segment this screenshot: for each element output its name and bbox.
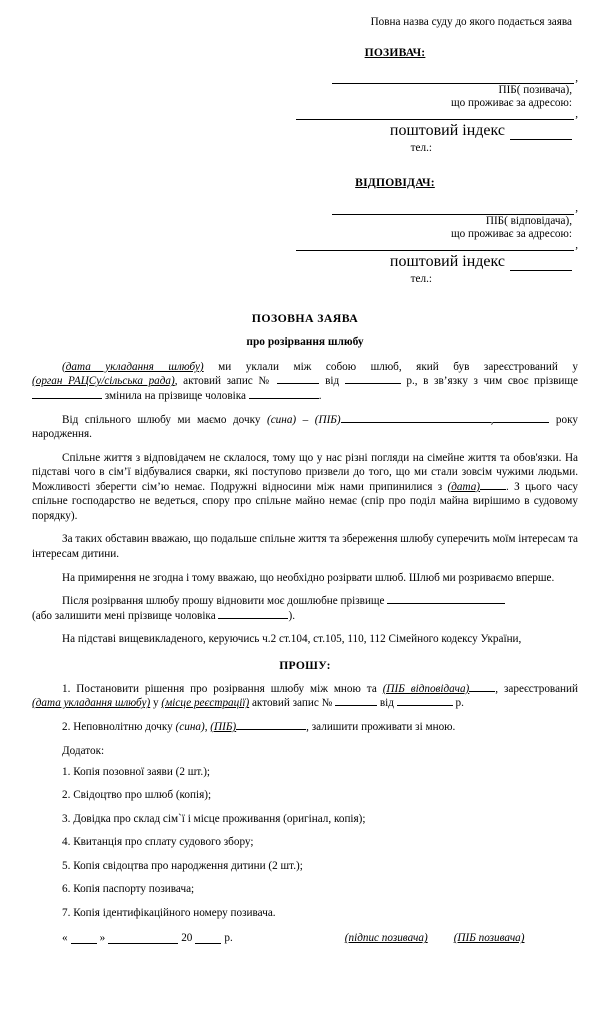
- prayer1-seg5: від: [377, 697, 397, 710]
- signer-name-caption[interactable]: (ПІБ позивача): [453, 932, 525, 945]
- document-title: ПОЗОВНА ЗАЯВА: [251, 310, 359, 325]
- p2-seg3: ,: [490, 413, 494, 426]
- year-blank[interactable]: [195, 934, 221, 944]
- p1-seg5: змінила на прізвище чоловіка: [102, 389, 249, 402]
- prayer2-seg1: 2. Неповнолітню дочку: [62, 720, 176, 733]
- plaintiff-address-caption: що проживає за адресою:: [450, 97, 572, 110]
- prayer2-seg2: ,: [204, 720, 211, 733]
- list-item: 7. Копія ідентифікаційного номеру позивача.: [62, 906, 276, 919]
- plaintiff-postal-row: [32, 122, 578, 140]
- p2-seg2: –: [296, 413, 315, 426]
- month-blank[interactable]: [108, 934, 178, 944]
- day-blank[interactable]: [71, 934, 97, 944]
- defendant-postal-caption: поштовий індекс: [389, 252, 505, 270]
- separation-date-blank[interactable]: [480, 480, 506, 490]
- prayer1-defendant-blank[interactable]: [469, 682, 495, 692]
- plaintiff-address-rule-row: [32, 109, 578, 120]
- prayer1-record-date-blank[interactable]: [397, 696, 453, 706]
- signature-captions: [345, 932, 525, 944]
- plaintiff-phone-caption: тел.:: [410, 142, 432, 155]
- paragraph-interests: За таких обставин вважаю, що подальше спільне життя та збереження шлюбу суперечить моїм інтересам та інтересам дитини.: [32, 533, 578, 560]
- child-birth-year-blank[interactable]: [493, 413, 549, 423]
- plaintiff-postal-caption: поштовий індекс: [389, 122, 505, 140]
- keep-surname-blank[interactable]: [218, 609, 288, 619]
- placeholder-registration-place[interactable]: (місце реєстрації): [161, 697, 250, 710]
- p1-seg2: , актовий запис №: [174, 375, 278, 388]
- p2-seg4: року народження.: [32, 413, 578, 441]
- annex-title: Додаток:: [62, 744, 105, 757]
- plaintiff-address-blank[interactable]: [296, 109, 574, 120]
- defendant-address-blank[interactable]: [296, 240, 574, 251]
- prayer1-seg1: 1. Постановити рішення про розірвання шлюбу між мною та: [62, 682, 383, 695]
- prayer1-record-number-blank[interactable]: [335, 696, 377, 706]
- placeholder-marriage-date[interactable]: (дата укладання шлюбу): [62, 360, 204, 373]
- list-item: 1. Копія позовної заяви (2 шт.);: [62, 765, 211, 778]
- plaintiff-name-comma: ,: [575, 72, 578, 84]
- list-item: 4. Квитанція про сплату судового збору;: [62, 836, 254, 849]
- paragraph-relationship-breakdown: [32, 451, 578, 524]
- list-item: 6. Копія паспорту позивача;: [62, 883, 195, 896]
- defendant-address-rule-row: [32, 240, 578, 251]
- p1-seg4: р., в зв’язку з чим своє прізвище: [400, 375, 578, 388]
- defendant-address-comma: ,: [575, 238, 578, 251]
- placeholder-son-2[interactable]: (сина): [175, 720, 205, 733]
- defendant-name-caption: ПІБ( відповідача),: [485, 214, 572, 227]
- signature-date-group: [62, 932, 233, 944]
- defendant-heading: ВІДПОВІДАЧ:: [355, 176, 435, 190]
- paragraph-no-reconciliation: На примирення не згодна і тому вважаю, що необхідно розірвати шлюб. Шлюб ми розриваємо вперше.: [62, 571, 555, 584]
- prayer2-seg3: , залишити проживати зі мною.: [306, 720, 456, 733]
- year-suffix: р.: [224, 932, 233, 945]
- plaintiff-block: [32, 46, 578, 154]
- list-item: 5. Копія свідоцтва про народження дитини (2 шт.);: [62, 859, 303, 872]
- defendant-postal-blank[interactable]: [510, 260, 572, 271]
- husband-surname-blank[interactable]: [249, 389, 319, 399]
- prayer-heading: ПРОШУ:: [279, 658, 331, 672]
- p6-seg2: (або залишити мені прізвище чоловіка: [32, 609, 219, 622]
- defendant-name-blank[interactable]: [332, 204, 574, 215]
- defendant-block: [32, 176, 578, 284]
- p2-seg1: Від спільного шлюбу ми маємо дочку: [62, 413, 267, 426]
- p1-seg6: .: [318, 389, 322, 402]
- placeholder-marriage-date-2[interactable]: (дата укладання шлюбу): [32, 697, 151, 710]
- paragraph-children: [32, 413, 578, 442]
- paragraph-legal-basis: На підставі вищевикладеного, керуючись ч.2 ст.104, ст.105, 110, 112 Сімейного кодексу України,: [62, 633, 522, 646]
- quote-close: »: [99, 932, 106, 945]
- prayer1-seg6: р.: [452, 697, 464, 710]
- document-subtitle: про розірвання шлюбу: [246, 335, 364, 348]
- placeholder-son[interactable]: (сина): [266, 413, 297, 426]
- p6-seg1: Після розірвання шлюбу прошу відновити моє дошлюбне прізвище: [62, 595, 388, 608]
- signature-row: [32, 932, 578, 944]
- prayer1-seg2: , зареєстрований: [495, 682, 578, 695]
- defendant-address-caption: що проживає за адресою:: [450, 227, 572, 240]
- list-item: 2. Свідоцтво про шлюб (копія);: [62, 789, 212, 802]
- year-prefix: 20: [181, 932, 193, 945]
- paragraph-surname-restore: [32, 594, 578, 623]
- prayer1-seg4: актовий запис №: [249, 697, 336, 710]
- plaintiff-name-blank[interactable]: [332, 73, 574, 84]
- list-item: 3. Довідка про склад сім`ї і місце проживання (оригінал, копія);: [62, 812, 366, 825]
- p3-seg2: . З цього часу спільне господарство не ведеться, спору про спільне майно немає (спір про поділ майна вирішимо в судовому порядку).: [32, 480, 578, 522]
- p3-seg1: Спільне життя з відповідачем не склалося, тому що у нас різні погляди на сімейне життя та обов'язки. На підставі чого в сім’ї відбувалися сварки, які поступово призвели до того, що ми стали зовсім чужими людьми. Можливості зберегти сім’ю немає. Подружні відносини між нами припинилися з: [32, 451, 578, 493]
- p6-seg3: ).: [288, 609, 295, 622]
- plaintiff-name-rule-row: [32, 73, 578, 84]
- signature-caption[interactable]: (підпис позивача): [344, 932, 428, 945]
- placeholder-separation-date[interactable]: (дата): [447, 480, 481, 493]
- plaintiff-name-caption: ПІБ( позивача),: [498, 84, 572, 97]
- defendant-name-rule-row: [32, 203, 578, 214]
- plaintiff-heading: ПОЗИВАЧ:: [364, 46, 426, 59]
- prayer-item-1: [32, 682, 578, 711]
- defendant-phone-caption: тел.:: [410, 272, 432, 285]
- document-body: [32, 360, 578, 945]
- record-date-blank[interactable]: [345, 374, 401, 384]
- placeholder-defendant-fio[interactable]: (ПІБ відповідача): [382, 682, 470, 695]
- maiden-surname-blank[interactable]: [32, 389, 102, 399]
- p1-seg3: від: [319, 375, 345, 388]
- plaintiff-postal-blank[interactable]: [510, 129, 572, 140]
- prayer2-child-name-blank[interactable]: [236, 720, 306, 730]
- placeholder-child-fio[interactable]: (ПІБ): [314, 413, 341, 426]
- court-name-line: Повна назва суду до якого подається заява: [370, 16, 572, 28]
- paragraph-marriage-registration: [32, 360, 578, 404]
- prayer1-seg3: у: [150, 697, 162, 710]
- p1-seg1: ми уклали між собою шлюб, який був зареєстрований у: [203, 360, 578, 373]
- restore-surname-blank[interactable]: [387, 594, 505, 604]
- record-number-blank[interactable]: [277, 374, 319, 384]
- annex-list: [32, 765, 578, 921]
- defendant-postal-row: [32, 253, 578, 271]
- prayer-item-2: [32, 720, 578, 735]
- defendant-name-comma: ,: [575, 202, 578, 215]
- placeholder-child-fio-2[interactable]: (ПІБ): [210, 720, 237, 733]
- placeholder-registrar[interactable]: (орган РАЦСу/сільська рада): [32, 375, 175, 388]
- plaintiff-address-comma: ,: [575, 108, 578, 121]
- quote-open: «: [62, 932, 68, 945]
- child-name-blank[interactable]: [341, 413, 491, 423]
